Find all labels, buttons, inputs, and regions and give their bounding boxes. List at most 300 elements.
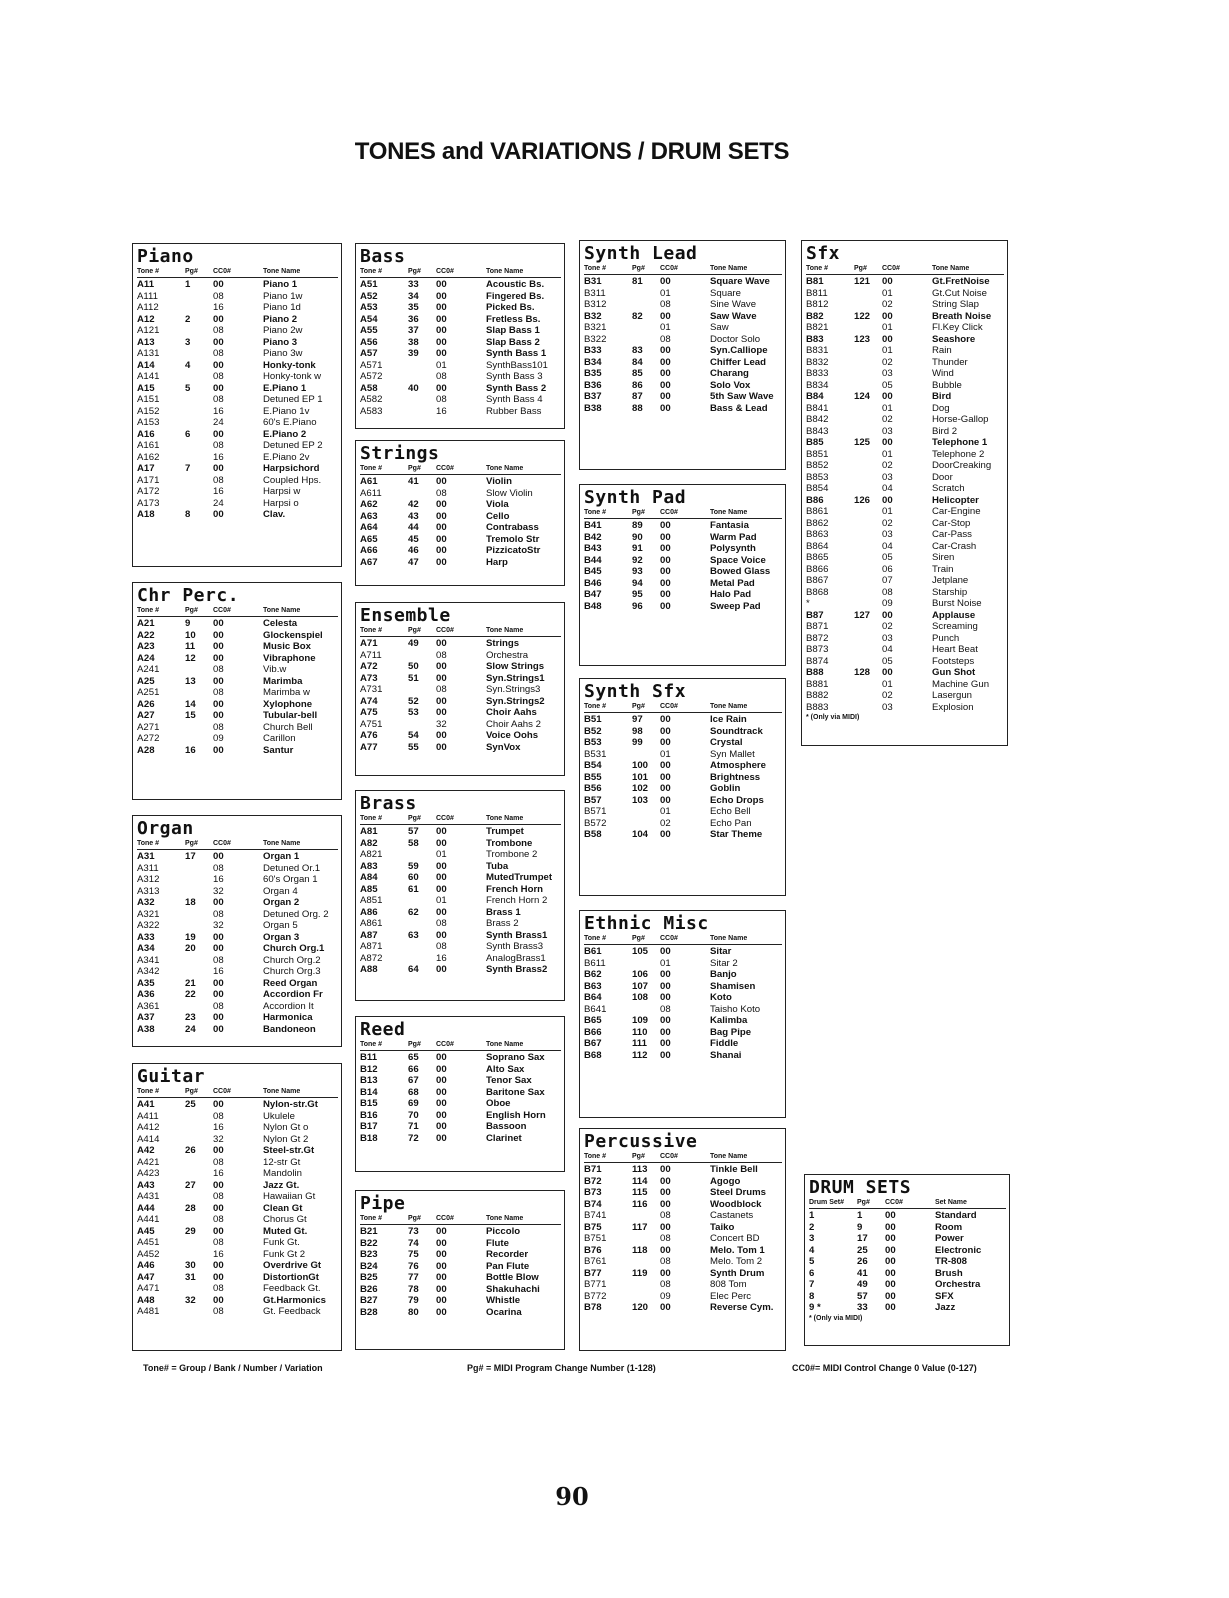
- tone-name: Sine Wave: [710, 299, 757, 310]
- table-row: [360, 291, 561, 303]
- section-chr-perc: [132, 582, 342, 800]
- tone-name: Piano 3: [263, 336, 298, 348]
- cc0-value: 00: [660, 771, 671, 783]
- program-number: [854, 552, 882, 564]
- cc-header: CC0#: [436, 268, 454, 275]
- table-row: [360, 884, 561, 896]
- name-header: Tone Name: [932, 265, 970, 272]
- table-row: [806, 506, 1004, 518]
- tone-name: Reed Organ: [263, 977, 318, 989]
- page-number: 90: [555, 1482, 589, 1511]
- tone-name: AnalogBrass1: [486, 952, 546, 964]
- section-title: Piano: [137, 246, 194, 267]
- program-number: [185, 664, 213, 676]
- table-row: [584, 543, 782, 555]
- column-headers: [584, 702, 782, 713]
- name-header: Tone Name: [486, 1215, 524, 1222]
- tone-number: B65: [584, 1015, 602, 1026]
- table-row: [360, 872, 561, 884]
- tone-number: A58: [360, 382, 378, 394]
- cc0-value: 00: [213, 897, 224, 908]
- table-row: [806, 380, 1004, 392]
- program-number: 1: [857, 1210, 863, 1221]
- program-number: [185, 452, 213, 464]
- tone-number: B24: [360, 1260, 378, 1272]
- tone-number: A431: [137, 1191, 160, 1202]
- tone-number: B641: [584, 1003, 607, 1015]
- program-number: [632, 806, 660, 818]
- program-number: [185, 1157, 213, 1169]
- table-row: [360, 684, 561, 696]
- tone-number: A28: [137, 744, 155, 756]
- program-number: 104: [632, 829, 649, 840]
- tone-name: Shanai: [710, 1049, 742, 1061]
- program-number: 57: [857, 1290, 868, 1302]
- cc0-value: 00: [660, 714, 671, 725]
- tone-number: B51: [584, 714, 602, 725]
- table-row: [806, 483, 1004, 495]
- tone-header: Tone #: [584, 935, 607, 942]
- table-row: [137, 920, 338, 932]
- tone-name: Shakuhachi: [486, 1283, 540, 1295]
- tone-number: B88: [806, 667, 824, 678]
- cc0-value: 00: [436, 533, 447, 545]
- tone-number: B54: [584, 760, 602, 771]
- program-number: 33: [408, 279, 419, 290]
- table-row: [360, 383, 561, 395]
- table-row: [137, 1180, 338, 1192]
- tone-number: A83: [360, 860, 378, 872]
- section-sfx: [801, 240, 1008, 746]
- cc0-value: 08: [213, 687, 224, 698]
- program-number: [408, 360, 436, 372]
- tone-name: 808 Tom: [710, 1279, 747, 1290]
- tone-name: Explosion: [932, 701, 974, 713]
- tone-name: Wind: [932, 368, 954, 379]
- tone-name: Scratch: [932, 483, 965, 494]
- tone-number: B881: [806, 678, 829, 690]
- table-row: [584, 1176, 782, 1188]
- tone-number: A341: [137, 954, 160, 966]
- tone-number: A34: [137, 943, 155, 954]
- tone-number: A26: [137, 698, 155, 710]
- cc-header: CC0#: [436, 1041, 454, 1048]
- tone-number: B853: [806, 471, 829, 483]
- tone-number: A152: [137, 405, 160, 417]
- tone-number: B33: [584, 345, 602, 356]
- cc0-value: 08: [213, 1110, 224, 1122]
- cc0-value: 00: [436, 1272, 447, 1283]
- tone-number: A751: [360, 718, 383, 730]
- program-number: 74: [408, 1237, 419, 1249]
- program-number: [185, 291, 213, 303]
- tone-name: Detuned EP 1: [263, 394, 323, 405]
- tone-name: 5th Saw Wave: [710, 391, 774, 402]
- program-number: [408, 953, 436, 965]
- program-number: [854, 656, 882, 668]
- cc0-value: 01: [660, 748, 671, 760]
- name-header: Tone Name: [263, 1088, 301, 1095]
- cc0-value: 00: [660, 589, 671, 600]
- tone-number: A16: [137, 428, 155, 440]
- tone-name: Hawaiian Gt: [263, 1191, 316, 1202]
- tone-number: B83: [806, 333, 824, 345]
- tone-number: A471: [137, 1283, 160, 1294]
- cc0-value: 00: [660, 829, 671, 840]
- tone-name: Saw: [710, 322, 729, 333]
- table-row: [137, 509, 338, 521]
- program-number: 33: [857, 1302, 868, 1313]
- tone-number: A84: [360, 872, 378, 883]
- cc0-value: 16: [213, 451, 224, 463]
- program-number: 86: [632, 379, 643, 391]
- table-row: [360, 406, 561, 418]
- program-number: 13: [185, 675, 196, 687]
- table-row: [360, 1238, 561, 1250]
- table-row: [137, 475, 338, 487]
- cc-header: CC0#: [436, 627, 454, 634]
- cc0-value: 00: [436, 522, 447, 533]
- table-row: [137, 1272, 338, 1284]
- tone-name: Echo Bell: [710, 806, 751, 817]
- tone-name: Nylon Gt 2: [263, 1133, 309, 1145]
- tone-number: A322: [137, 920, 160, 931]
- cc0-value: 00: [213, 1099, 224, 1110]
- tone-name: Bandoneon: [263, 1023, 316, 1035]
- cc-header: CC0#: [213, 1088, 231, 1095]
- tone-number: A42: [137, 1145, 155, 1156]
- table-row: [806, 322, 1004, 334]
- tone-number: B873: [806, 644, 829, 655]
- table-row: [137, 1306, 338, 1318]
- table-row: [584, 1233, 782, 1245]
- table-row: [584, 578, 782, 590]
- cc0-value: 00: [213, 428, 224, 440]
- cc0-value: 03: [882, 701, 893, 713]
- program-number: 14: [185, 698, 196, 710]
- tone-name: Goblin: [710, 783, 741, 794]
- tone-name: Tinkle Bell: [710, 1164, 758, 1175]
- table-row: [584, 1015, 782, 1027]
- section-synth-pad: [579, 484, 786, 666]
- tone-number: B67: [584, 1038, 602, 1049]
- table-row: [137, 394, 338, 406]
- cc0-value: 00: [213, 1145, 224, 1156]
- cc0-value: 00: [436, 837, 447, 849]
- program-number: [185, 1283, 213, 1295]
- name-header: Tone Name: [710, 1153, 748, 1160]
- tone-name: Ocarina: [486, 1306, 522, 1318]
- cc0-value: 08: [213, 1214, 224, 1225]
- table-row: [584, 299, 782, 311]
- cc0-value: 01: [882, 287, 893, 299]
- table-row: [360, 650, 561, 662]
- tone-number: B531: [584, 748, 607, 760]
- table-row: [584, 345, 782, 357]
- tone-name: Marimba: [263, 675, 303, 687]
- name-header: Tone Name: [710, 265, 748, 272]
- tone-name: Slap Bass 1: [486, 325, 540, 336]
- tone-number: B842: [806, 414, 829, 425]
- tone-number: A162: [137, 451, 160, 463]
- tone-name: Car-Engine: [932, 506, 981, 517]
- program-number: [632, 818, 660, 830]
- table-row: [360, 279, 561, 291]
- tone-name: Bowed Glass: [710, 566, 771, 577]
- table-row: [806, 472, 1004, 484]
- program-number: 76: [408, 1260, 419, 1272]
- tone-name: Bass & Lead: [710, 402, 768, 414]
- tone-name: Tremolo Str: [486, 533, 540, 545]
- cc0-value: 06: [882, 563, 893, 575]
- cc0-value: 00: [213, 931, 224, 943]
- program-number: [632, 1291, 660, 1303]
- tone-name: Syn.Strings3: [486, 684, 541, 695]
- program-number: [185, 687, 213, 699]
- cc0-value: 00: [436, 1109, 447, 1121]
- column-headers: [137, 839, 338, 850]
- tone-number: B36: [584, 379, 602, 391]
- program-number: 57: [408, 826, 419, 837]
- cc0-value: 00: [660, 310, 671, 322]
- program-number: 42: [408, 499, 419, 510]
- program-number: [408, 684, 436, 696]
- table-row: [137, 1001, 338, 1013]
- program-number: [408, 918, 436, 930]
- tone-number: B16: [360, 1109, 378, 1121]
- program-number: [185, 371, 213, 383]
- cc0-value: 03: [882, 529, 893, 540]
- tone-number: B58: [584, 829, 602, 840]
- tone-number: B871: [806, 621, 829, 632]
- cc0-value: 00: [660, 1164, 671, 1175]
- program-number: 93: [632, 566, 643, 577]
- program-number: 43: [408, 510, 419, 522]
- table-row: [584, 749, 782, 761]
- program-number: 95: [632, 589, 643, 600]
- tone-number: A64: [360, 522, 378, 533]
- tone-name: Halo Pad: [710, 589, 752, 600]
- table-row: [360, 861, 561, 873]
- table-row: [360, 314, 561, 326]
- cc-header: CC0#: [885, 1199, 903, 1206]
- tone-number: B865: [806, 552, 829, 563]
- tone-name: Machine Gun: [932, 678, 990, 690]
- pg-header: Pg#: [632, 935, 645, 942]
- cc0-value: 00: [882, 437, 893, 448]
- tone-number: B15: [360, 1098, 378, 1109]
- table-row: [137, 1226, 338, 1238]
- program-number: 123: [854, 333, 871, 345]
- tone-number: A67: [360, 556, 378, 568]
- tone-number: A38: [137, 1023, 155, 1035]
- tone-number: A86: [360, 906, 378, 918]
- tone-number: B21: [360, 1226, 378, 1237]
- program-number: [632, 1233, 660, 1245]
- tone-name: Melo. Tom 2: [710, 1256, 763, 1267]
- program-number: [632, 322, 660, 334]
- tone-name: Chorus Gt: [263, 1214, 307, 1225]
- cc0-value: 00: [213, 1271, 224, 1283]
- cc0-value: 03: [882, 425, 893, 437]
- tone-name: 60's E.Piano: [263, 417, 317, 428]
- program-number: 116: [632, 1198, 648, 1210]
- cc0-value: 00: [885, 1221, 896, 1233]
- tone-number: B11: [360, 1052, 378, 1063]
- column-headers: [360, 267, 561, 278]
- table-row: [806, 679, 1004, 691]
- table-row: [584, 958, 782, 970]
- tone-name: French Horn: [486, 883, 544, 895]
- program-number: 4: [185, 359, 191, 371]
- tone-number: B31: [584, 276, 602, 287]
- cc0-value: 08: [660, 1210, 671, 1221]
- cc0-value: 08: [213, 1306, 224, 1317]
- tone-number: A12: [137, 313, 155, 325]
- tone-number: B852: [806, 460, 829, 471]
- program-number: 1: [185, 279, 191, 290]
- tone-name: Flute: [486, 1237, 509, 1249]
- tone-name: Steel Drums: [710, 1187, 766, 1198]
- table-row: [584, 806, 782, 818]
- table-row: [137, 1145, 338, 1157]
- tone-name: Square: [710, 287, 741, 299]
- cc-header: CC0#: [660, 1153, 678, 1160]
- table-row: [806, 529, 1004, 541]
- tone-name: Syn.Calliope: [710, 345, 768, 356]
- table-row: [137, 1191, 338, 1203]
- tone-number: B321: [584, 322, 607, 333]
- program-number: [185, 348, 213, 360]
- tone-number: A731: [360, 684, 383, 695]
- cc0-value: 00: [885, 1233, 896, 1244]
- cc0-value: 00: [213, 463, 224, 474]
- tone-header: Tone #: [584, 703, 607, 710]
- tone-name: Synth Bass 3: [486, 371, 543, 382]
- table-row: [360, 941, 561, 953]
- tone-name: Synth Bass 1: [486, 348, 547, 359]
- program-number: 72: [408, 1132, 419, 1144]
- table-row: [360, 488, 561, 500]
- table-row: [137, 722, 338, 734]
- tone-number: B28: [360, 1306, 378, 1318]
- table-row: [360, 1087, 561, 1099]
- table-row: [584, 1222, 782, 1234]
- cc0-value: 00: [436, 826, 447, 837]
- table-row: [360, 1272, 561, 1284]
- tone-number: A11: [137, 279, 155, 290]
- program-number: 118: [632, 1244, 648, 1256]
- tone-name: Punch: [932, 632, 960, 644]
- tone-number: 6: [809, 1267, 815, 1279]
- name-header: Tone Name: [486, 815, 524, 822]
- tone-number: B84: [806, 391, 824, 402]
- program-number: [408, 719, 436, 731]
- cc0-value: 08: [213, 440, 224, 451]
- cc0-value: 09: [660, 1290, 671, 1302]
- program-number: 16: [185, 744, 196, 756]
- tone-name: Rain: [932, 345, 952, 356]
- cc0-value: 08: [213, 862, 224, 874]
- tone-name: Gt.Harmonics: [263, 1294, 326, 1306]
- cc0-value: 00: [660, 1038, 671, 1049]
- tone-number: A161: [137, 440, 160, 451]
- section-title: Ethnic Misc: [584, 913, 709, 934]
- table-row: [806, 334, 1004, 346]
- tone-number: B821: [806, 322, 829, 333]
- program-number: 96: [632, 600, 643, 612]
- tone-name: Bubble: [932, 379, 962, 391]
- table-row: [584, 276, 782, 288]
- table-row: [584, 981, 782, 993]
- pg-header: Pg#: [854, 265, 867, 272]
- tone-name: Choir Aahs 2: [486, 718, 541, 730]
- cc0-value: 00: [436, 545, 447, 556]
- tone-name: 60's Organ 1: [263, 874, 318, 885]
- program-number: [408, 406, 436, 418]
- cc0-value: 32: [213, 920, 224, 931]
- midi-only-note: * (Only via MIDI): [809, 1314, 863, 1322]
- program-number: [854, 460, 882, 472]
- tone-header: Tone #: [137, 840, 160, 847]
- table-row: [806, 311, 1004, 323]
- cc0-value: 00: [213, 652, 224, 664]
- tone-number: A14: [137, 359, 155, 371]
- table-row: [584, 969, 782, 981]
- program-number: 97: [632, 714, 643, 725]
- cc0-value: 00: [660, 946, 671, 957]
- tone-name: Orchestra: [486, 649, 529, 661]
- tone-number: A87: [360, 929, 378, 941]
- program-number: 21: [185, 977, 196, 989]
- program-number: [185, 1001, 213, 1013]
- tone-number: B312: [584, 299, 607, 310]
- tone-number: A311: [137, 862, 159, 874]
- tone-name: Charang: [710, 368, 749, 379]
- tone-name: Gt. Feedback: [263, 1306, 321, 1317]
- tone-number: A172: [137, 486, 160, 497]
- program-number: 41: [857, 1267, 868, 1279]
- program-number: [185, 417, 213, 429]
- tone-number: A18: [137, 509, 155, 520]
- program-number: 37: [408, 325, 419, 336]
- cc0-value: 00: [436, 556, 447, 568]
- tone-name: Tenor Sax: [486, 1075, 532, 1086]
- section-title: DRUM SETS: [809, 1177, 912, 1198]
- program-number: 110: [632, 1026, 648, 1038]
- table-row: [584, 322, 782, 334]
- cc0-value: 00: [213, 1012, 224, 1023]
- table-row: [806, 610, 1004, 622]
- section-synth-sfx: [579, 678, 786, 896]
- table-row: [806, 656, 1004, 668]
- table-row: [137, 966, 338, 978]
- tone-name: Koto: [710, 992, 732, 1003]
- tone-number: A48: [137, 1294, 155, 1306]
- tone-number: B772: [584, 1290, 607, 1302]
- tone-number: B841: [806, 402, 829, 414]
- tone-header: Tone #: [360, 815, 383, 822]
- table-row: [137, 1111, 338, 1123]
- tone-name: Marimba w: [263, 687, 310, 698]
- tone-name: Fl.Key Click: [932, 322, 983, 333]
- column-headers: [360, 814, 561, 825]
- tone-number: B872: [806, 632, 829, 644]
- tone-number: A13: [137, 336, 155, 348]
- table-row: [584, 1050, 782, 1062]
- cc-header: CC0#: [660, 935, 678, 942]
- tone-name: Clav.: [263, 509, 286, 520]
